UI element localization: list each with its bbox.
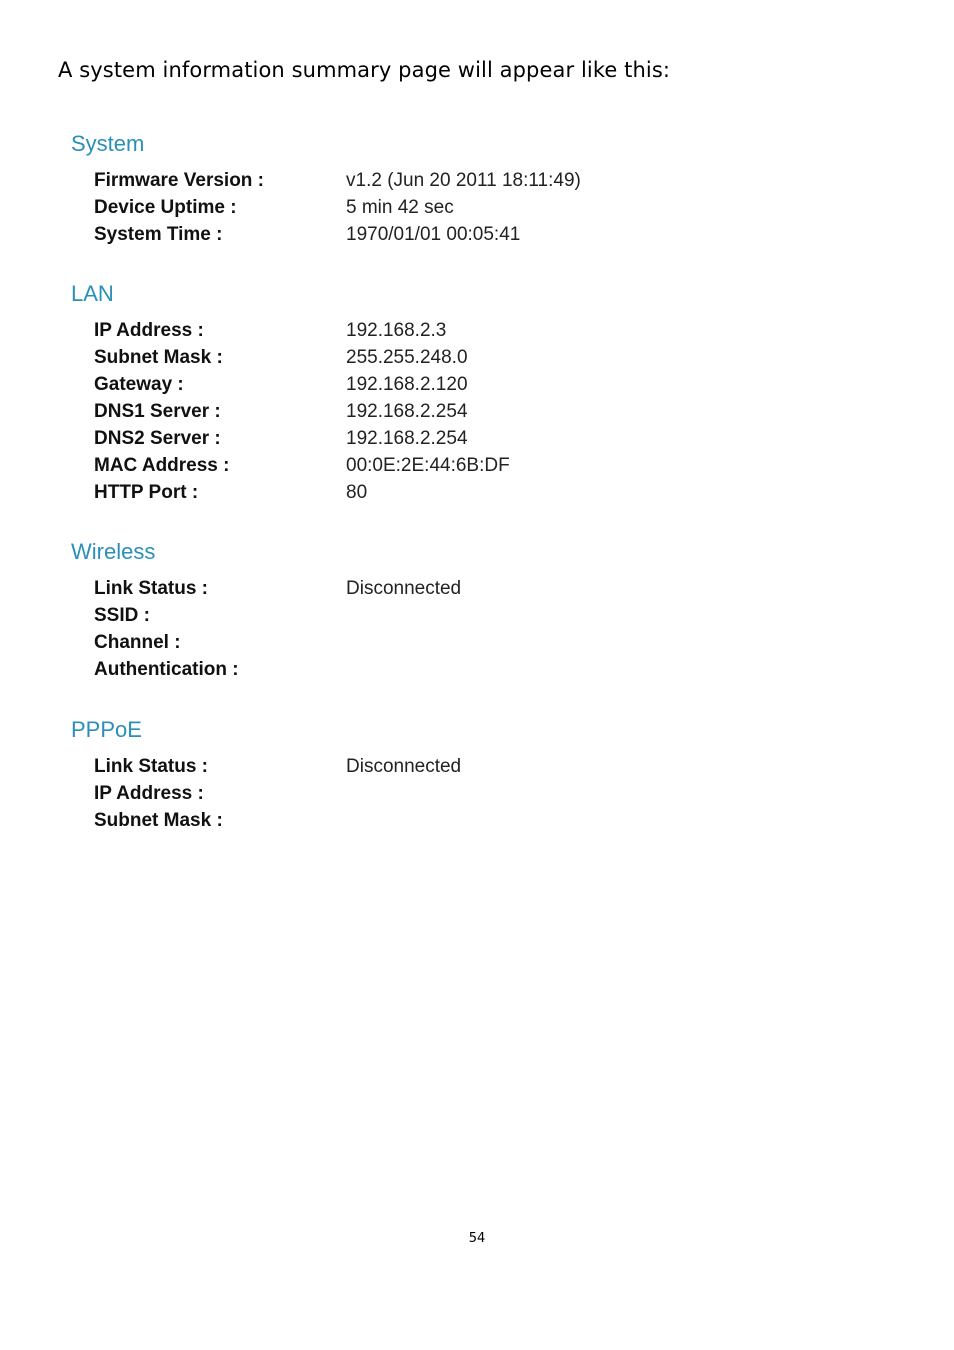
info-label: IP Address : bbox=[94, 783, 204, 804]
info-row-channel bbox=[71, 629, 771, 656]
info-value bbox=[346, 656, 771, 683]
info-label: Device Uptime : bbox=[94, 197, 237, 218]
info-value: 5 min 42 sec bbox=[346, 197, 454, 218]
section-title-lan: LAN bbox=[71, 281, 114, 306]
lan-section bbox=[71, 279, 771, 506]
info-label: Channel : bbox=[94, 632, 181, 653]
info-row-gateway bbox=[71, 371, 771, 398]
wireless-section bbox=[71, 537, 771, 683]
info-row-firmware-version bbox=[71, 167, 771, 194]
system-section bbox=[71, 129, 771, 248]
info-label: Gateway : bbox=[94, 374, 184, 395]
info-label: MAC Address : bbox=[94, 455, 230, 476]
info-label: HTTP Port : bbox=[94, 482, 199, 503]
pppoe-rows bbox=[71, 753, 771, 834]
intro-text: A system information summary page will appear like this: bbox=[58, 58, 671, 82]
info-row-device-uptime bbox=[71, 194, 771, 221]
info-value: 192.168.2.254 bbox=[346, 428, 468, 449]
info-label: DNS2 Server : bbox=[94, 428, 221, 449]
lan-rows bbox=[71, 317, 771, 506]
info-row-http-port bbox=[71, 479, 771, 506]
info-row-link-status bbox=[71, 575, 771, 602]
info-row-authentication bbox=[71, 656, 771, 683]
info-row-system-time bbox=[71, 221, 771, 248]
info-label: SSID : bbox=[94, 605, 150, 626]
info-value: 1970/01/01 00:05:41 bbox=[346, 224, 521, 245]
info-label: Link Status : bbox=[94, 578, 209, 599]
system-rows bbox=[71, 167, 771, 248]
pppoe-section bbox=[71, 715, 771, 834]
wireless-rows bbox=[71, 575, 771, 683]
info-label: IP Address : bbox=[94, 320, 204, 341]
info-row-ip-address bbox=[71, 780, 771, 807]
info-value: Disconnected bbox=[346, 578, 462, 599]
info-value: Disconnected bbox=[346, 756, 462, 777]
info-value: 80 bbox=[346, 482, 368, 503]
info-label: Firmware Version : bbox=[94, 170, 265, 191]
info-value: 192.168.2.3 bbox=[346, 320, 447, 341]
info-label: Subnet Mask : bbox=[94, 347, 223, 368]
info-row-dns1-server bbox=[71, 398, 771, 425]
info-row-subnet-mask bbox=[71, 344, 771, 371]
section-title-system: System bbox=[71, 131, 145, 156]
info-label: Subnet Mask : bbox=[94, 810, 223, 831]
info-value: 192.168.2.120 bbox=[346, 374, 468, 395]
info-value bbox=[346, 780, 771, 807]
info-value: 192.168.2.254 bbox=[346, 401, 468, 422]
section-title-pppoe: PPPoE bbox=[71, 717, 142, 742]
info-label: System Time : bbox=[94, 224, 223, 245]
page-number: 54 bbox=[468, 1231, 486, 1246]
info-label: Authentication : bbox=[94, 659, 239, 680]
info-value: 00:0E:2E:44:6B:DF bbox=[346, 455, 510, 476]
info-row-ssid bbox=[71, 602, 771, 629]
info-value bbox=[346, 807, 771, 834]
info-value: v1.2 (Jun 20 2011 18:11:49) bbox=[346, 170, 581, 191]
info-label: Link Status : bbox=[94, 756, 209, 777]
info-label: DNS1 Server : bbox=[94, 401, 221, 422]
info-row-dns2-server bbox=[71, 425, 771, 452]
info-row-subnet-mask bbox=[71, 807, 771, 834]
info-value bbox=[346, 602, 771, 629]
info-row-mac-address bbox=[71, 452, 771, 479]
info-row-link-status bbox=[71, 753, 771, 780]
info-value: 255.255.248.0 bbox=[346, 347, 468, 368]
info-value bbox=[346, 629, 771, 656]
section-title-wireless: Wireless bbox=[71, 539, 156, 564]
info-row-ip-address bbox=[71, 317, 771, 344]
